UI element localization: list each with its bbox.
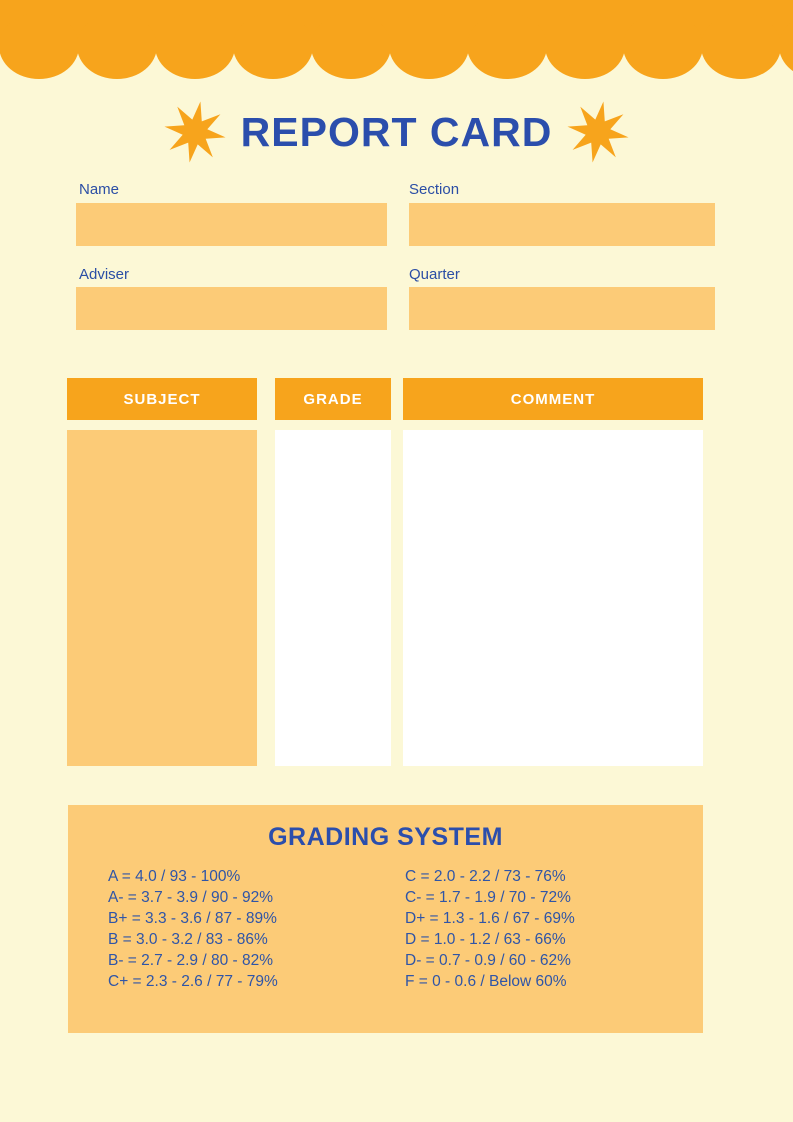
name-input[interactable] (76, 203, 387, 246)
grading-system-title: GRADING SYSTEM (268, 823, 503, 851)
section-label: Section (409, 181, 460, 198)
grading-scale-line: D- = 0.7 - 0.9 / 60 - 62% (405, 952, 571, 969)
grade-column-body[interactable] (275, 430, 391, 766)
grade-column-header: GRADE (275, 378, 391, 420)
comment-column-header: COMMENT (403, 378, 703, 420)
quarter-label: Quarter (409, 266, 460, 283)
grading-scale-line: D+ = 1.3 - 1.6 / 67 - 69% (405, 910, 575, 927)
name-label: Name (79, 181, 120, 198)
adviser-input[interactable] (76, 287, 387, 330)
quarter-input[interactable] (409, 287, 715, 330)
grading-scale-line: F = 0 - 0.6 / Below 60% (405, 973, 567, 990)
grading-scale-left-column (108, 866, 278, 992)
grading-scale-right-column (405, 866, 575, 992)
grading-scale-line: C+ = 2.3 - 2.6 / 77 - 79% (108, 973, 278, 990)
grading-scale-line: B- = 2.7 - 2.9 / 80 - 82% (108, 952, 273, 969)
subject-column-body[interactable] (67, 430, 257, 766)
grading-system-panel (68, 805, 703, 1033)
page-title: REPORT CARD (240, 108, 553, 155)
grading-scale-line: C = 2.0 - 2.2 / 73 - 76% (405, 868, 566, 885)
header (0, 98, 793, 166)
grading-scale-line: A- = 3.7 - 3.9 / 90 - 92% (108, 889, 273, 906)
grading-scale-line: C- = 1.7 - 1.9 / 70 - 72% (405, 889, 571, 906)
section-input[interactable] (409, 203, 715, 246)
star-burst-icon (566, 100, 630, 164)
grading-scale-line: D = 1.0 - 1.2 / 63 - 66% (405, 931, 566, 948)
grading-scale-line: B = 3.0 - 3.2 / 83 - 86% (108, 931, 268, 948)
comment-column-body[interactable] (403, 430, 703, 766)
grading-scale-line: A = 4.0 / 93 - 100% (108, 868, 241, 885)
scallop-border-decoration (0, 0, 793, 85)
star-burst-icon (163, 100, 227, 164)
grading-scale-line: B+ = 3.3 - 3.6 / 87 - 89% (108, 910, 277, 927)
subject-column-header: SUBJECT (67, 378, 257, 420)
adviser-label: Adviser (79, 266, 130, 283)
